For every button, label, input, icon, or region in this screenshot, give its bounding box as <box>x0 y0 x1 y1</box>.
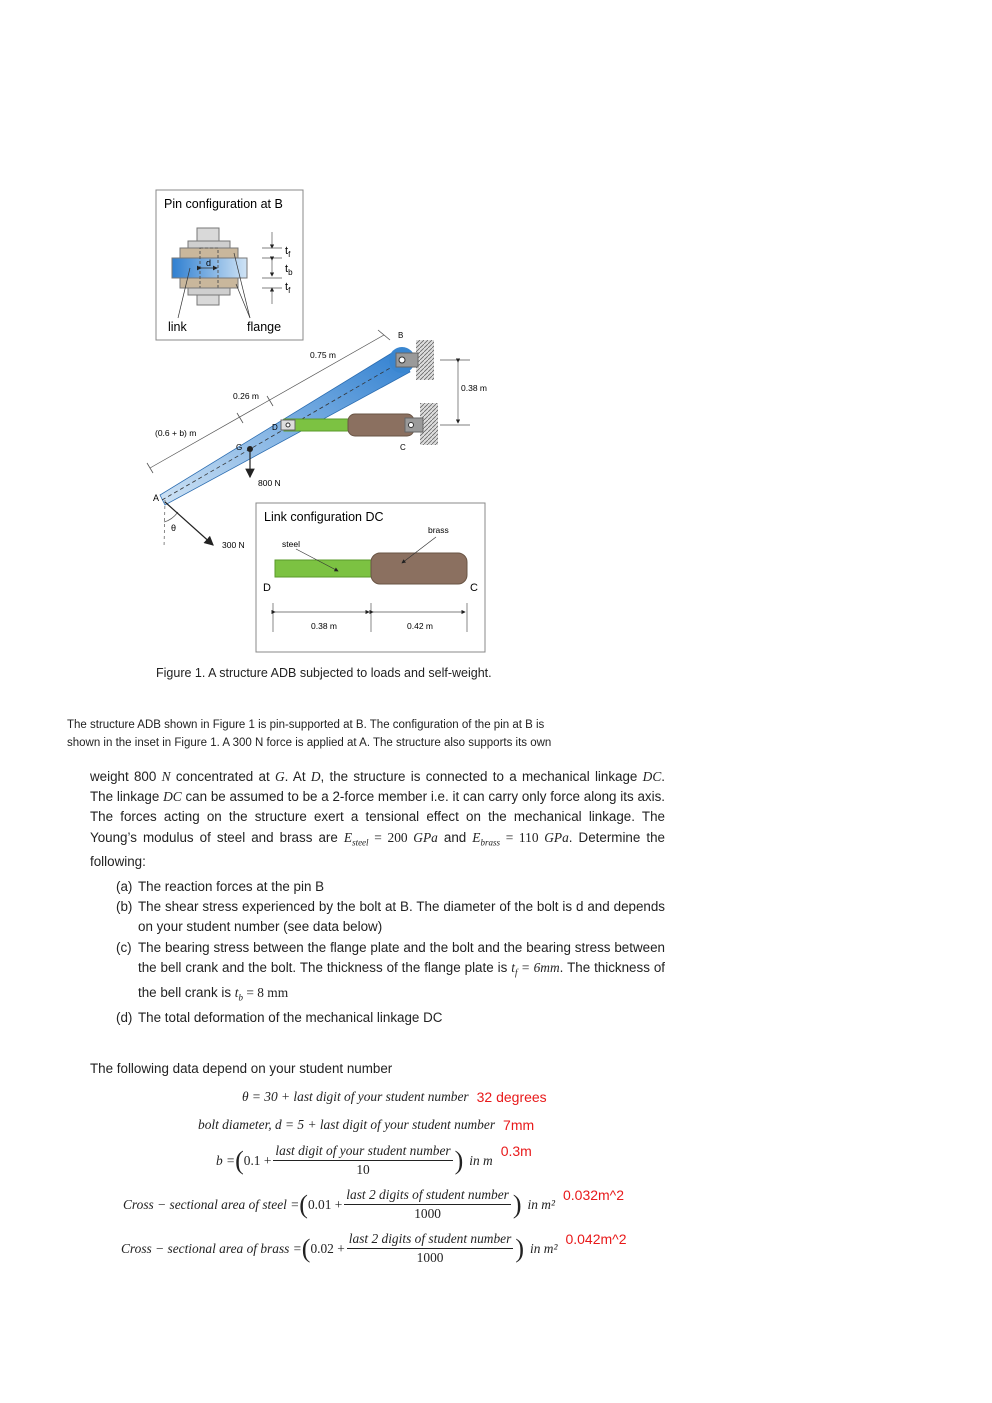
intro-line-1: The structure ADB shown in Figure 1 is pin-supported at B. The configuration of the pin at B is <box>67 719 545 731</box>
link-configuration-inset <box>256 503 485 652</box>
dim-075: 0.75 m <box>310 350 336 360</box>
question-d: (d) The total deformation of the mechanical linkage DC <box>116 1009 443 1025</box>
theta-label: θ <box>171 523 177 533</box>
intro-line-2: shown in the inset in Figure 1. A 300 N force is applied at A. The structure also supports its own <box>67 737 552 749</box>
point-b: B <box>398 331 404 340</box>
point-c: C <box>400 443 406 452</box>
dim-038-vertical <box>440 360 487 425</box>
svg-text:C: C <box>470 582 478 594</box>
svg-text:brass: brass <box>428 525 449 535</box>
steel-area-equation: Cross − sectional area of steel = ( 0.01 + $\frac{\text{last 2 digits of student number}}{1000}$ ) in m² 0.032m^2 <box>123 1187 625 1221</box>
brass-area-equation: Cross − sectional area of brass = ( 0.02 + $\frac{\text{last 2 digits of student number}}{1000}$ ) in m² 0.042m^2 <box>121 1231 627 1265</box>
figure-caption: Figure 1. A structure ADB subjected to loads and self-weight. <box>156 666 492 680</box>
figure-1 <box>0 0 992 700</box>
problem-paragraph: weight 800 N concentrated at G. At D, the structure is connected to a mechanical linkage DC. The linkage DC can be assumed to be a 2-force member i.e. it can carry only force along its axis. The forces acting on the structure exert a tensional effect on the mechanical linkage. The Young’s modulus of steel and brass are $E_{steel} = 200$ GPa and $E_{brass} = 110$ GPa. Determine the following: <box>90 769 665 870</box>
theta-answer: 32 degrees <box>476 1089 547 1105</box>
pin-configuration-inset <box>156 190 303 340</box>
point-a: A <box>153 493 160 503</box>
svg-text:tf: $t_f$ <box>285 281 291 295</box>
data-heading: The following data depend on your student number <box>90 1061 393 1076</box>
theta-equation: θ = 30 + last digit of your student number 32 degrees <box>242 1089 547 1105</box>
link-inset-title: Link configuration DC <box>264 510 384 524</box>
dim-026: 0.26 m <box>233 391 259 401</box>
bolt-answer: 7mm <box>503 1117 535 1133</box>
flange-label: flange <box>247 320 282 334</box>
svg-text:0.38 m: 0.38 m <box>461 383 487 393</box>
question-b: (b) The shear stress experienced by the bolt at B. The diameter of the bolt is d and depends on your student number (see data below) <box>116 899 665 935</box>
pin-d-label: d <box>206 258 212 268</box>
svg-text:D: D <box>263 582 271 594</box>
b-equation: b = ( 0.1 + $\frac{\text{last digit of your student number}}{10}$ ) in m 0.3m <box>216 1143 532 1177</box>
brass-area-answer: 0.042m^2 <box>565 1231 627 1247</box>
svg-text:0.42 m: 0.42 m <box>407 621 433 631</box>
svg-text:tb: $t_b$ <box>285 263 293 277</box>
svg-text:0.38 m: 0.38 m <box>311 621 337 631</box>
svg-text:tf: $t_f$ <box>285 245 291 259</box>
svg-text:steel: steel <box>282 539 300 549</box>
dim-06b: (0.6 + b) m <box>155 428 197 438</box>
point-g: G <box>236 443 243 452</box>
steel-area-answer: 0.032m^2 <box>562 1187 625 1203</box>
force-800: 800 N <box>258 478 281 488</box>
link-label: link <box>168 320 187 334</box>
question-c: (c) The bearing stress between the flange plate and the bolt and the bearing stress between the bell crank and the bolt. The thickness of the flange plate is $t_f = 6mm$. The thickness of the bell crank is $t_b = 8$ mm <box>116 939 665 1003</box>
question-a: (a) The reaction forces at the pin B <box>116 879 325 894</box>
force-300: 300 N <box>222 540 245 550</box>
bolt-equation: bolt diameter, d = 5 + last digit of your student number 7mm <box>198 1117 535 1133</box>
pin-inset-title: Pin configuration at B <box>164 197 283 211</box>
question-list <box>116 877 665 1028</box>
point-d: D <box>272 423 278 432</box>
b-answer: 0.3m <box>500 1143 532 1159</box>
